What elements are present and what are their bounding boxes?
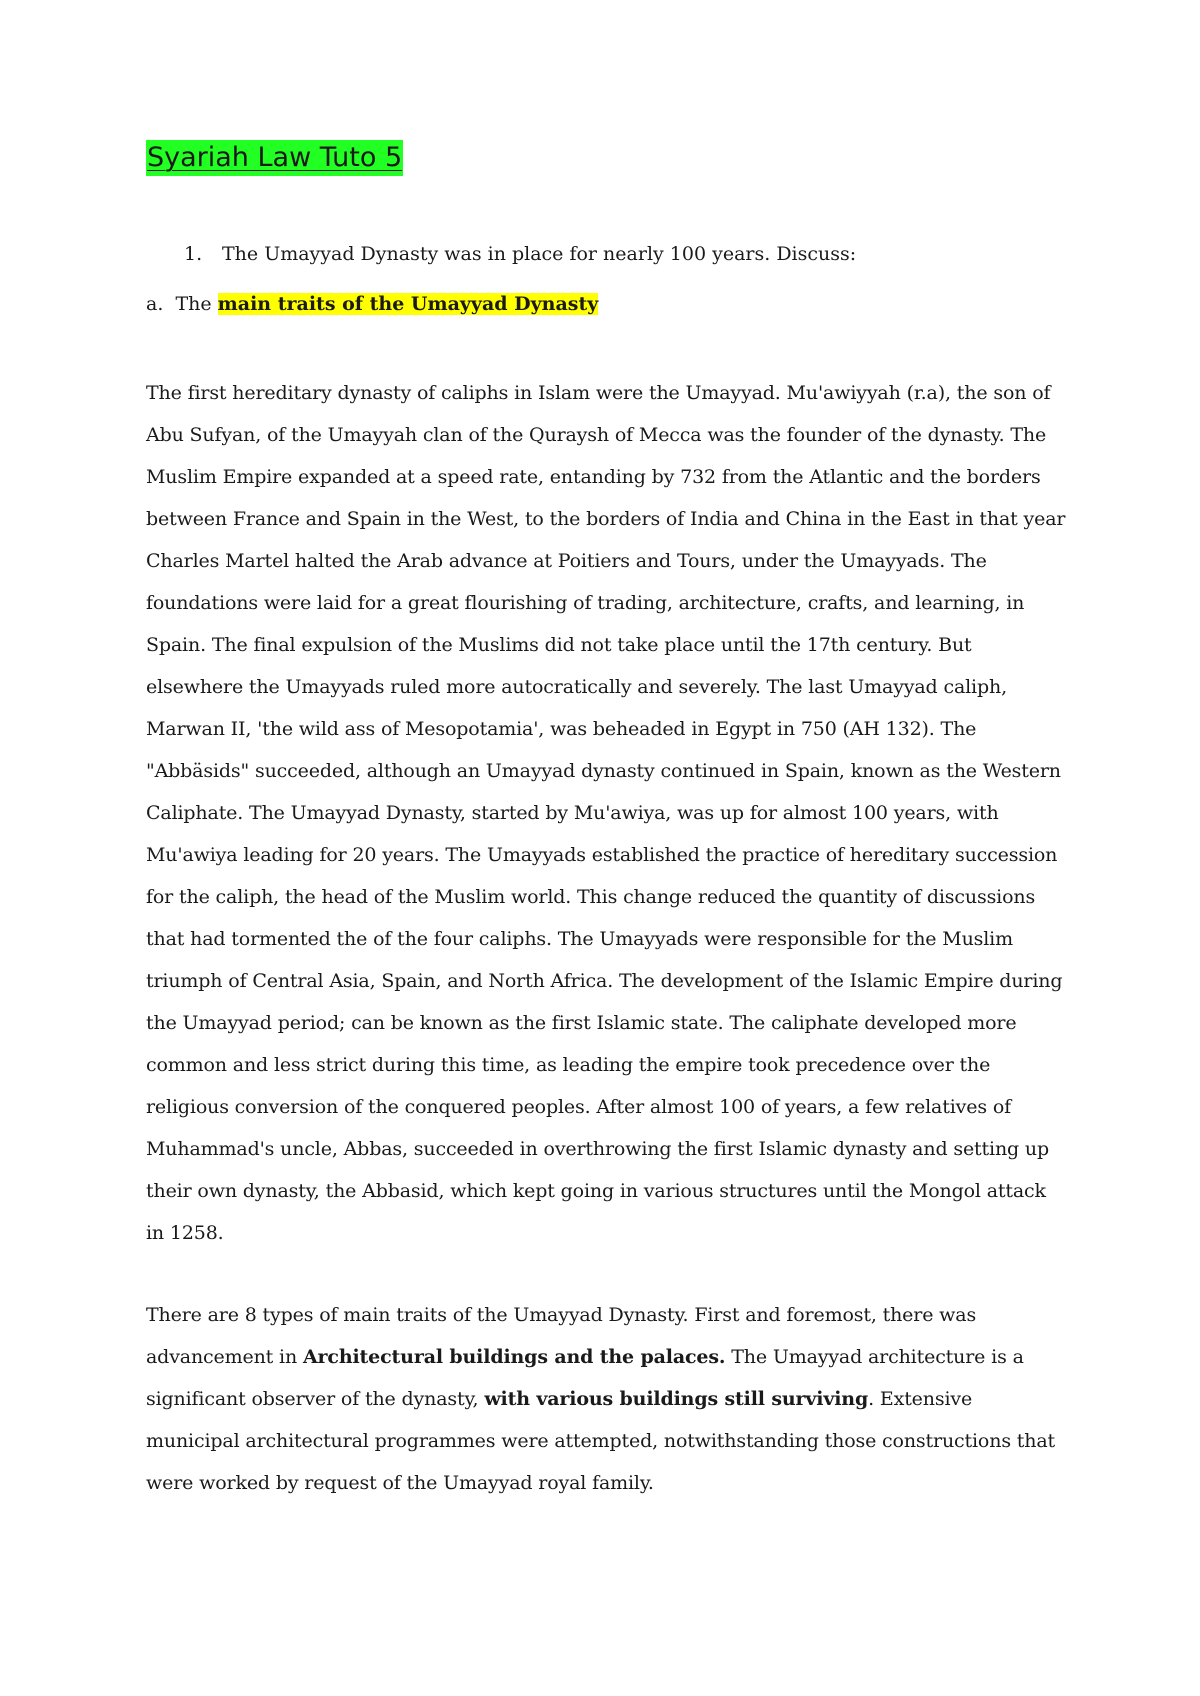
sub-question-highlight: main traits of the Umayyad Dynasty [217, 293, 599, 315]
document-title: Syariah Law Tuto 5 [146, 140, 403, 176]
paragraph-traits-bold1: Architectural buildings and the palaces. [302, 1346, 726, 1368]
paragraph-traits [146, 1294, 1066, 1504]
sub-question-a [146, 290, 1066, 318]
paragraph-traits-part2: The Umayyad architecture is a significant observer of the dynasty, [146, 1346, 1024, 1410]
question-1 [146, 240, 1066, 268]
paragraph-traits-part3: . Extensive municipal architectural programmes were attempted, notwithstanding those constructions that were worked by request of the Umayyad royal family. [146, 1388, 1056, 1494]
paragraph-history: The first hereditary dynasty of caliphs in Islam were the Umayyad. Mu'awiyyah (r.a), the son of Abu Sufyan, of the Umayyah clan of the Quraysh of Mecca was the founder of the dynasty. The Muslim Empire expanded at a speed rate, entanding by 732 from the Atlantic and the borders between France and Spain in the West, to the borders of India and China in the East in that year Charles Martel halted the Arab advance at Poitiers and Tours, under the Umayyads. The foundations were laid for a great flourishing of trading, architecture, crafts, and learning, in Spain. The final expulsion of the Muslims did not take place until the 17th century. But elsewhere the Umayyads ruled more autocratically and severely. The last Umayyad caliph, Marwan II, 'the wild ass of Mesopotamia', was beheaded in Egypt in 750 (AH 132). The "Abbäsids" succeeded, although an Umayyad dynasty continued in Spain, known as the Western Caliphate. The Umayyad Dynasty, started by Mu'awiya, was up for almost 100 years, with Mu'awiya leading for 20 years. The Umayyads established the practice of hereditary succession for the caliph, the head of the Muslim world. This change reduced the quantity of discussions that had tormented the of the four caliphs. The Umayyads were responsible for the Muslim triumph of Central Asia, Spain, and North Africa. The development of the Islamic Empire during the Umayyad period; can be known as the first Islamic state. The caliphate developed more common and less strict during this time, as leading the empire took precedence over the religious conversion of the conquered peoples. After almost 100 of years, a few relatives of Muhammad's uncle, Abbas, succeeded in overthrowing the first Islamic dynasty and setting up their own dynasty, the Abbasid, which kept going in various structures until the Mongol attack in 1258. [146, 382, 1066, 1244]
question-number: 1. [184, 243, 203, 265]
sub-question-label: a. [146, 293, 164, 315]
paragraph-traits-bold2: with various buildings still surviving [484, 1388, 869, 1410]
sub-question-prefix: The [175, 293, 212, 315]
document-content [146, 140, 1066, 1504]
question-text: The Umayyad Dynasty was in place for nearly 100 years. Discuss: [222, 243, 857, 265]
paragraph-traits-part1: There are 8 types of main traits of the Umayyad Dynasty. First and foremost, there was advancement in [146, 1304, 977, 1368]
